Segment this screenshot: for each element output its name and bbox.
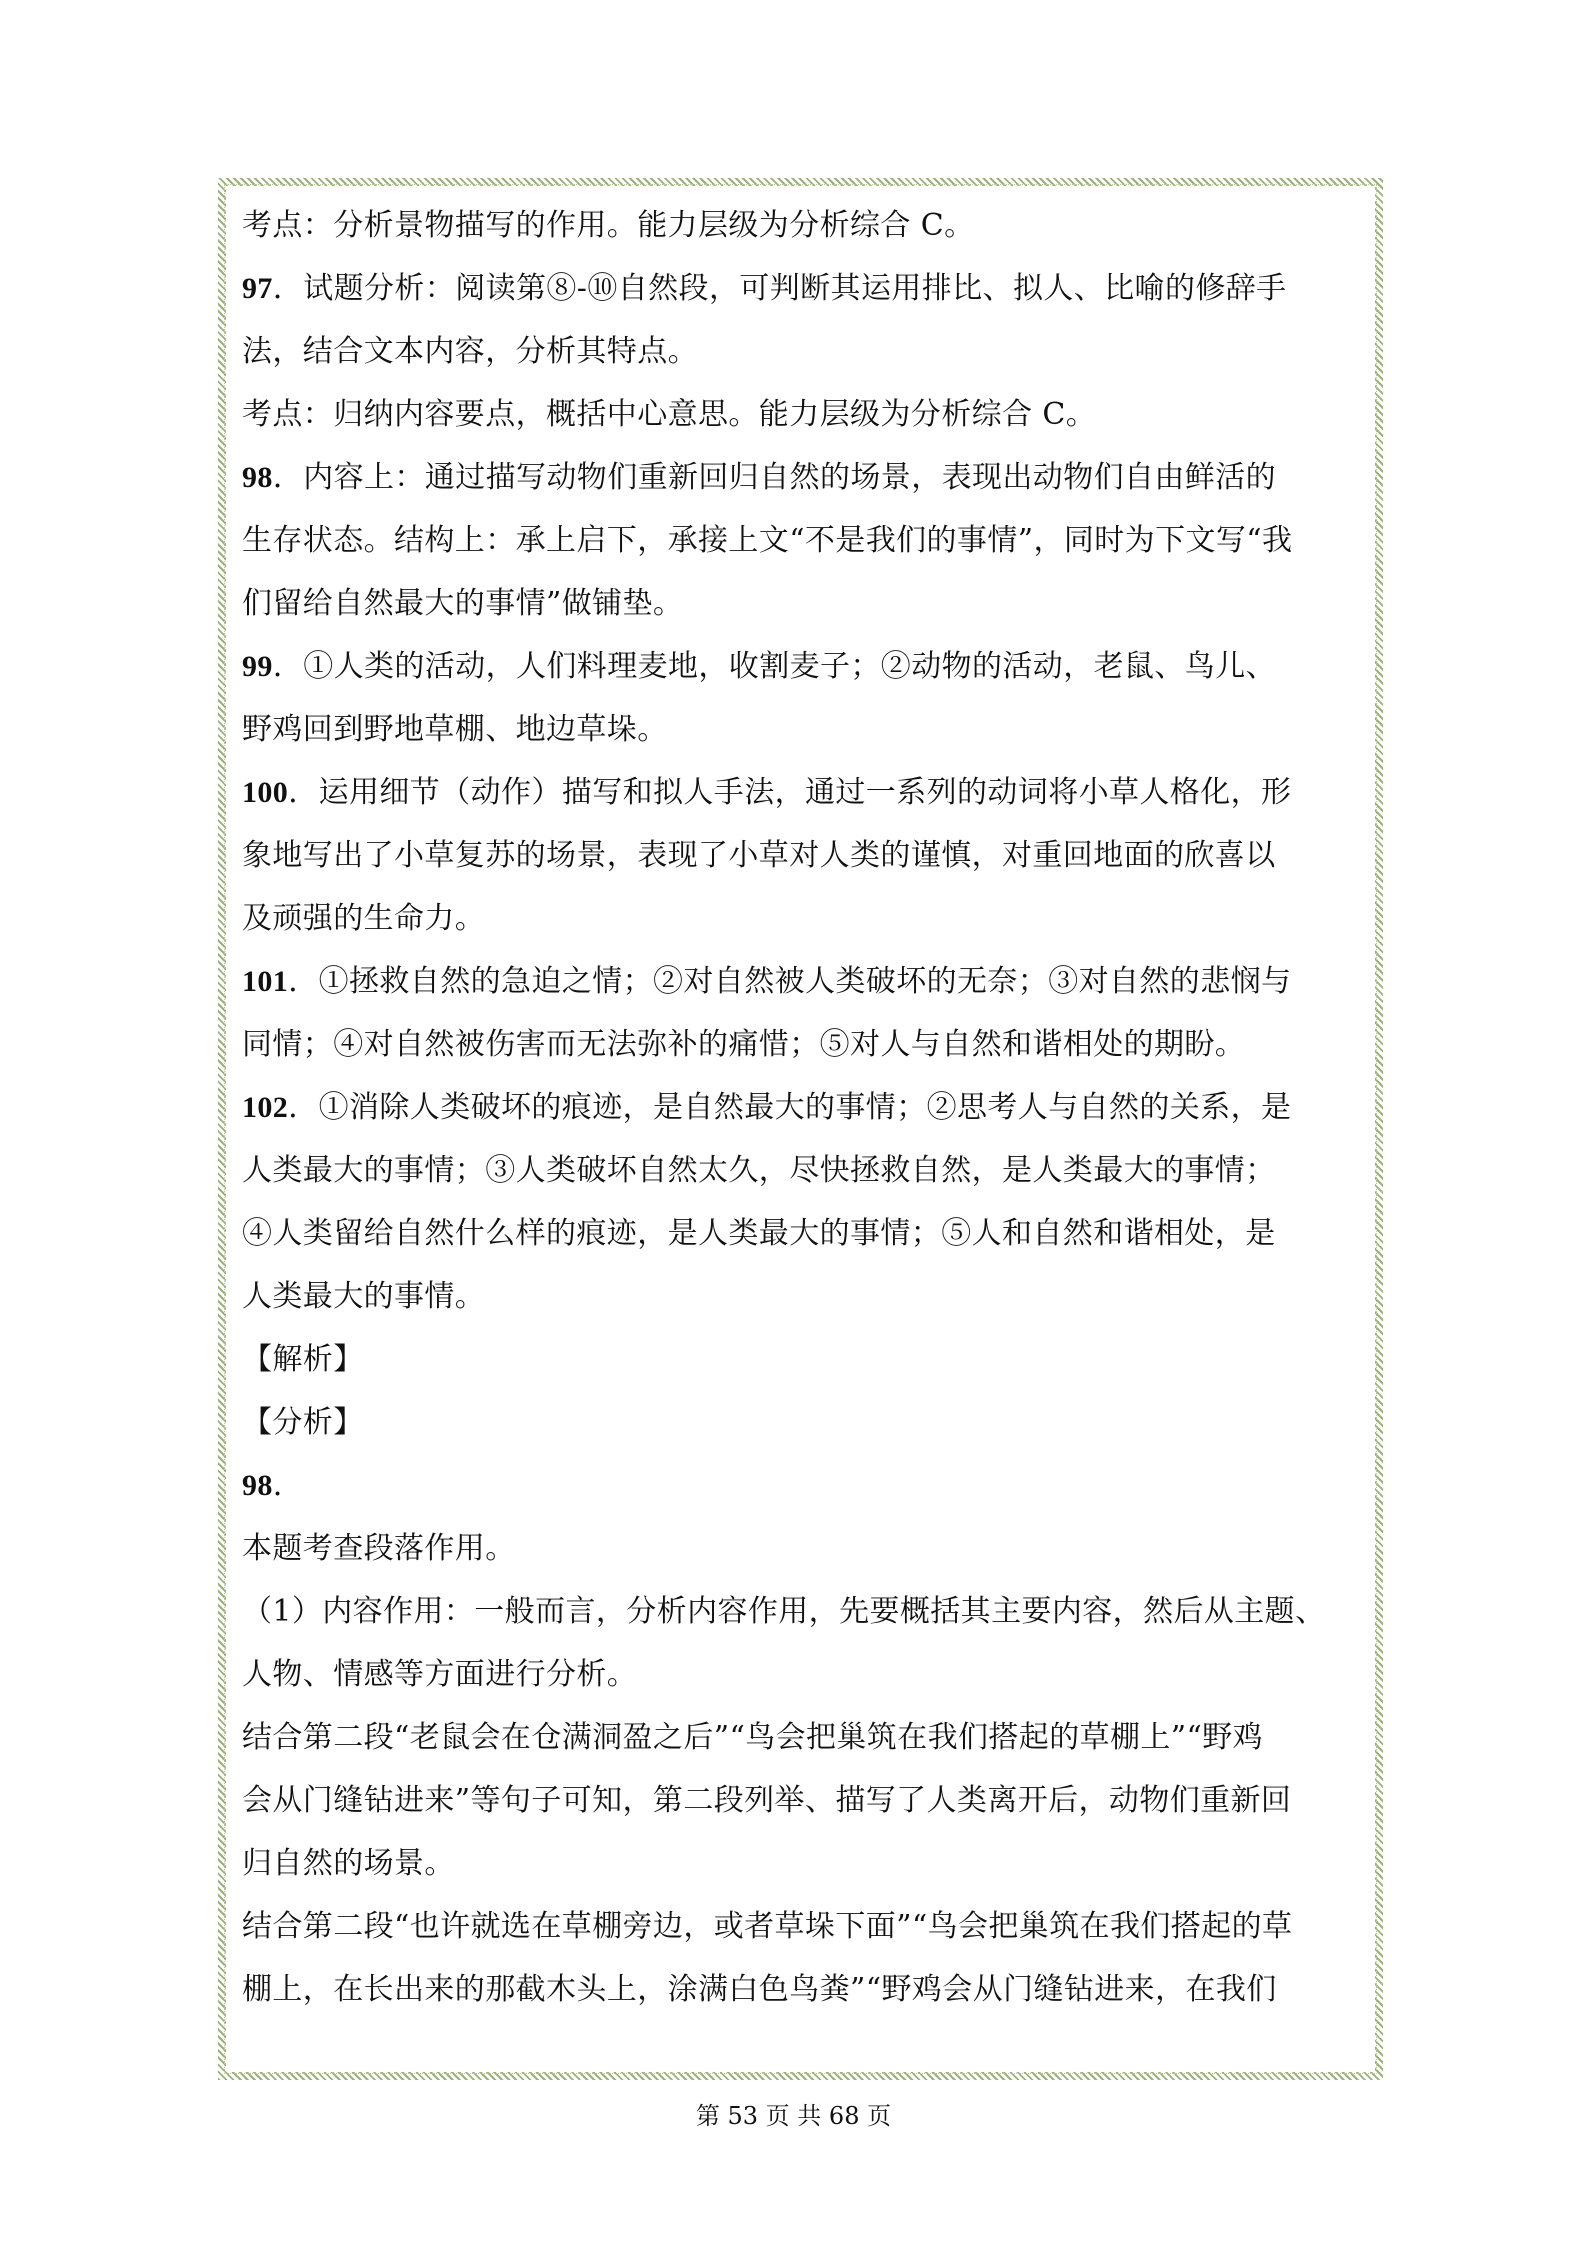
line-text: 象地写出了小草复苏的场景，表现了小草对人类的谨慎，对重回地面的欣喜以 (242, 838, 1276, 873)
text-line (242, 887, 1362, 950)
line-text: 法，结合文本内容，分析其特点。 (242, 334, 698, 369)
line-text: 【分析】 (242, 1405, 364, 1440)
line-text: 结合第二段“也许就选在草棚旁边，或者草垛下面”“鸟会把巢筑在我们搭起的草 (242, 1909, 1293, 1944)
text-line (242, 1454, 1362, 1517)
text-line (242, 320, 1362, 383)
text-line (242, 1013, 1362, 1076)
line-text: 考点：分析景物描写的作用。能力层级为分析综合 C。 (242, 208, 975, 243)
line-text: ．试题分析：阅读第⑧-⑩自然段，可判断其运用排比、拟人、比喻的修辞手 (272, 271, 1287, 306)
text-line (242, 1832, 1362, 1895)
text-line (242, 194, 1362, 257)
line-text: 结合第二段“老鼠会在仓满洞盈之后”“鸟会把巢筑在我们搭起的草棚上”“野鸡 (242, 1720, 1264, 1755)
line-text: ．①消除人类破坏的痕迹，是自然最大的事情；②思考人与自然的关系，是 (288, 1090, 1292, 1125)
text-line (242, 1202, 1362, 1265)
text-line (242, 1139, 1362, 1202)
text-line (242, 1328, 1362, 1391)
text-line (242, 1769, 1362, 1832)
line-text: ．①人类的活动，人们料理麦地，收割麦子；②动物的活动，老鼠、鸟儿、 (272, 649, 1277, 684)
line-text: 们留给自然最大的事情”做铺垫。 (242, 586, 684, 621)
line-text: ．内容上：通过描写动物们重新回归自然的场景，表现出动物们自由鲜活的 (272, 460, 1277, 495)
text-line (242, 509, 1362, 572)
text-line (242, 1580, 1362, 1643)
text-line (242, 1391, 1362, 1454)
question-number: 99 (242, 650, 273, 683)
line-text: 同情；④对自然被伤害而无法弥补的痛惜；⑤对人与自然和谐相处的期盼。 (242, 1027, 1246, 1062)
text-line (242, 383, 1362, 446)
line-text: 及顽强的生命力。 (242, 901, 486, 936)
question-number: 98 (242, 1469, 273, 1502)
question-number: 101 (242, 965, 289, 998)
line-text: （1）内容作用：一般而言，分析内容作用，先要概括其主要内容，然后从主题、 (242, 1594, 1326, 1629)
line-text: 人类最大的事情；③人类破坏自然太久，尽快拯救自然，是人类最大的事情； (242, 1153, 1276, 1188)
question-number: 97 (242, 272, 273, 305)
text-line (242, 1517, 1362, 1580)
text-line (242, 572, 1362, 635)
question-number: 98 (242, 461, 273, 494)
line-text: 【解析】 (242, 1342, 364, 1377)
text-line (242, 950, 1362, 1013)
question-number: 100 (242, 776, 289, 809)
text-line (242, 1895, 1362, 1958)
question-number: 102 (242, 1091, 289, 1124)
text-line (242, 635, 1362, 698)
text-line (242, 257, 1362, 320)
text-line (242, 446, 1362, 509)
text-line (242, 1076, 1362, 1139)
text-line (242, 1706, 1362, 1769)
line-text: 本题考查段落作用。 (242, 1531, 516, 1566)
line-text: ④人类留给自然什么样的痕迹，是人类最大的事情；⑤人和自然和谐相处，是 (242, 1216, 1276, 1251)
line-text: ．①拯救自然的急迫之情；②对自然被人类破坏的无奈；③对自然的悲悯与 (288, 964, 1292, 999)
text-line (242, 824, 1362, 887)
text-line (242, 1265, 1362, 1328)
page-number-footer: 第 53 页 共 68 页 (695, 2102, 892, 2130)
answer-text-body (242, 194, 1362, 2021)
line-text: ．运用细节（动作）描写和拟人手法，通过一系列的动词将小草人格化，形 (288, 775, 1292, 810)
text-line (242, 1643, 1362, 1706)
line-text: ． (272, 1468, 304, 1503)
text-line (242, 761, 1362, 824)
line-text: 人物、情感等方面进行分析。 (242, 1657, 638, 1692)
text-line (242, 1958, 1362, 2021)
line-text: 人类最大的事情。 (242, 1279, 486, 1314)
line-text: 归自然的场景。 (242, 1846, 455, 1881)
line-text: 考点：归纳内容要点，概括中心意思。能力层级为分析综合 C。 (242, 397, 1097, 432)
line-text: 生存状态。结构上：承上启下，承接上文“不是我们的事情”，同时为下文写“我 (242, 523, 1293, 558)
line-text: 野鸡回到野地草棚、地边草垛。 (242, 712, 668, 747)
text-line (242, 698, 1362, 761)
line-text: 会从门缝钻进来”等句子可知，第二段列举、描写了人类离开后，动物们重新回 (242, 1783, 1292, 1818)
line-text: 棚上，在长出来的那截木头上，涂满白色鸟粪”“野鸡会从门缝钻进来，在我们 (242, 1972, 1277, 2007)
